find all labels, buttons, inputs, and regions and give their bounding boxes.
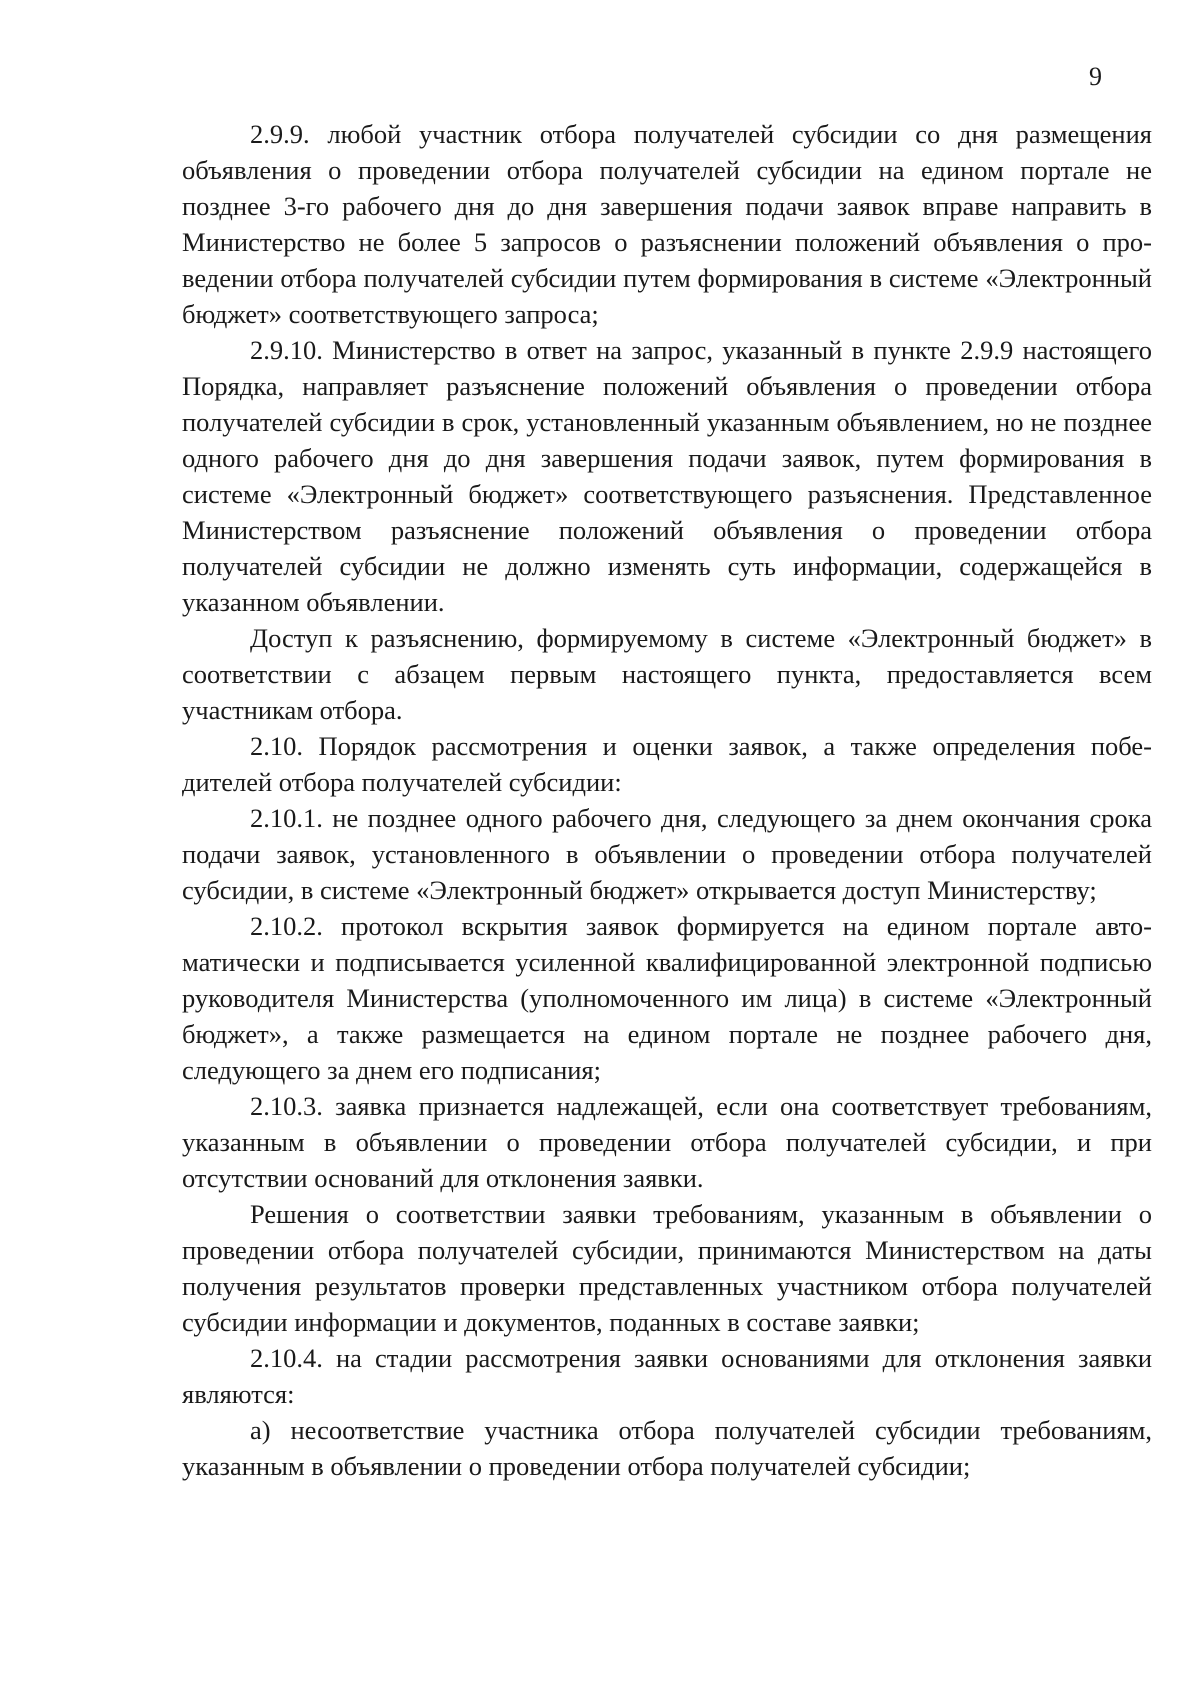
paragraph-compliance-decisions: Решения о соответствии заявки требованиям, указанным в объявлении о проведении отбора получателей субсидии, принимаются Министерством на даты получения результатов проверки представленных участником отбора получателей субсидии информации и документов, поданных в составе заявки; (182, 1199, 1152, 1337)
paragraph-2-10-3: 2.10.3. заявка признается надлежащей, если она соответствует требованиям, указанным в объявлении о проведении отбора получателей субсидии, и при отсутствии оснований для отклонения заявки. (182, 1091, 1152, 1193)
document-body (182, 116, 1152, 1484)
paragraph-2-9-10: 2.9.10. Министерство в ответ на запрос, указанный в пункте 2.9.9 настоящего Порядка, направляет разъяснение положений объявления о проведении отбора получателей субсидии в срок, установленный указанным объявлением, но не позднее одного рабочего дня до дня завершения подачи заявок, путем формирования в системе «Электронный бюджет» соответствующего разъяснения. Представленное Министерством разъяснение положений объявления о проведении отбора получателей субсидии не должно изменять суть информации, содержащейся в указанном объявлении. (182, 335, 1152, 617)
paragraph-2-9-9: 2.9.9. любой участник отбора получателей субсидии со дня размещения объявления о проведении отбора получателей субсидии на едином портале не позднее 3-го рабочего дня до дня завершения подачи заявок вправе направить в Министерство не более 5 запросов о разъяснении положений объявления о проведении отбора получателей субсидии путем формирования в системе «Электронный бюджет» соответствующего запроса; (182, 119, 1152, 329)
paragraph-2-10-2: 2.10.2. протокол вскрытия заявок формируется на едином портале автоматически и подписывается усиленной квалифицированной электронной подписью руководителя Министерства (уполномоченного им лица) в системе «Электронный бюджет», а также размещается на едином портале не позднее рабочего дня, следующего за днем его подписания; (182, 911, 1152, 1085)
paragraph-item-a: а) несоответствие участника отбора получателей субсидии требованиям, указанным в объявлении о проведении отбора получателей субсидии; (182, 1415, 1152, 1481)
paragraph-2-10: 2.10. Порядок рассмотрения и оценки заявок, а также определения победителей отбора получателей субсидии: (182, 731, 1152, 797)
paragraph-2-10-4: 2.10.4. на стадии рассмотрения заявки основаниями для отклонения заявки являются: (182, 1343, 1152, 1409)
page-number: 9 (1089, 62, 1102, 91)
paragraph-2-10-1: 2.10.1. не позднее одного рабочего дня, следующего за днем окончания срока подачи заявок, установленного в объявлении о проведении отбора получателей субсидии, в системе «Электронный бюджет» открывается доступ Министерству; (182, 803, 1152, 905)
paragraph-access-clarification: Доступ к разъяснению, формируемому в системе «Электронный бюджет» в соответствии с абзацем первым настоящего пункта, предоставляется всем участникам отбора. (182, 623, 1152, 725)
